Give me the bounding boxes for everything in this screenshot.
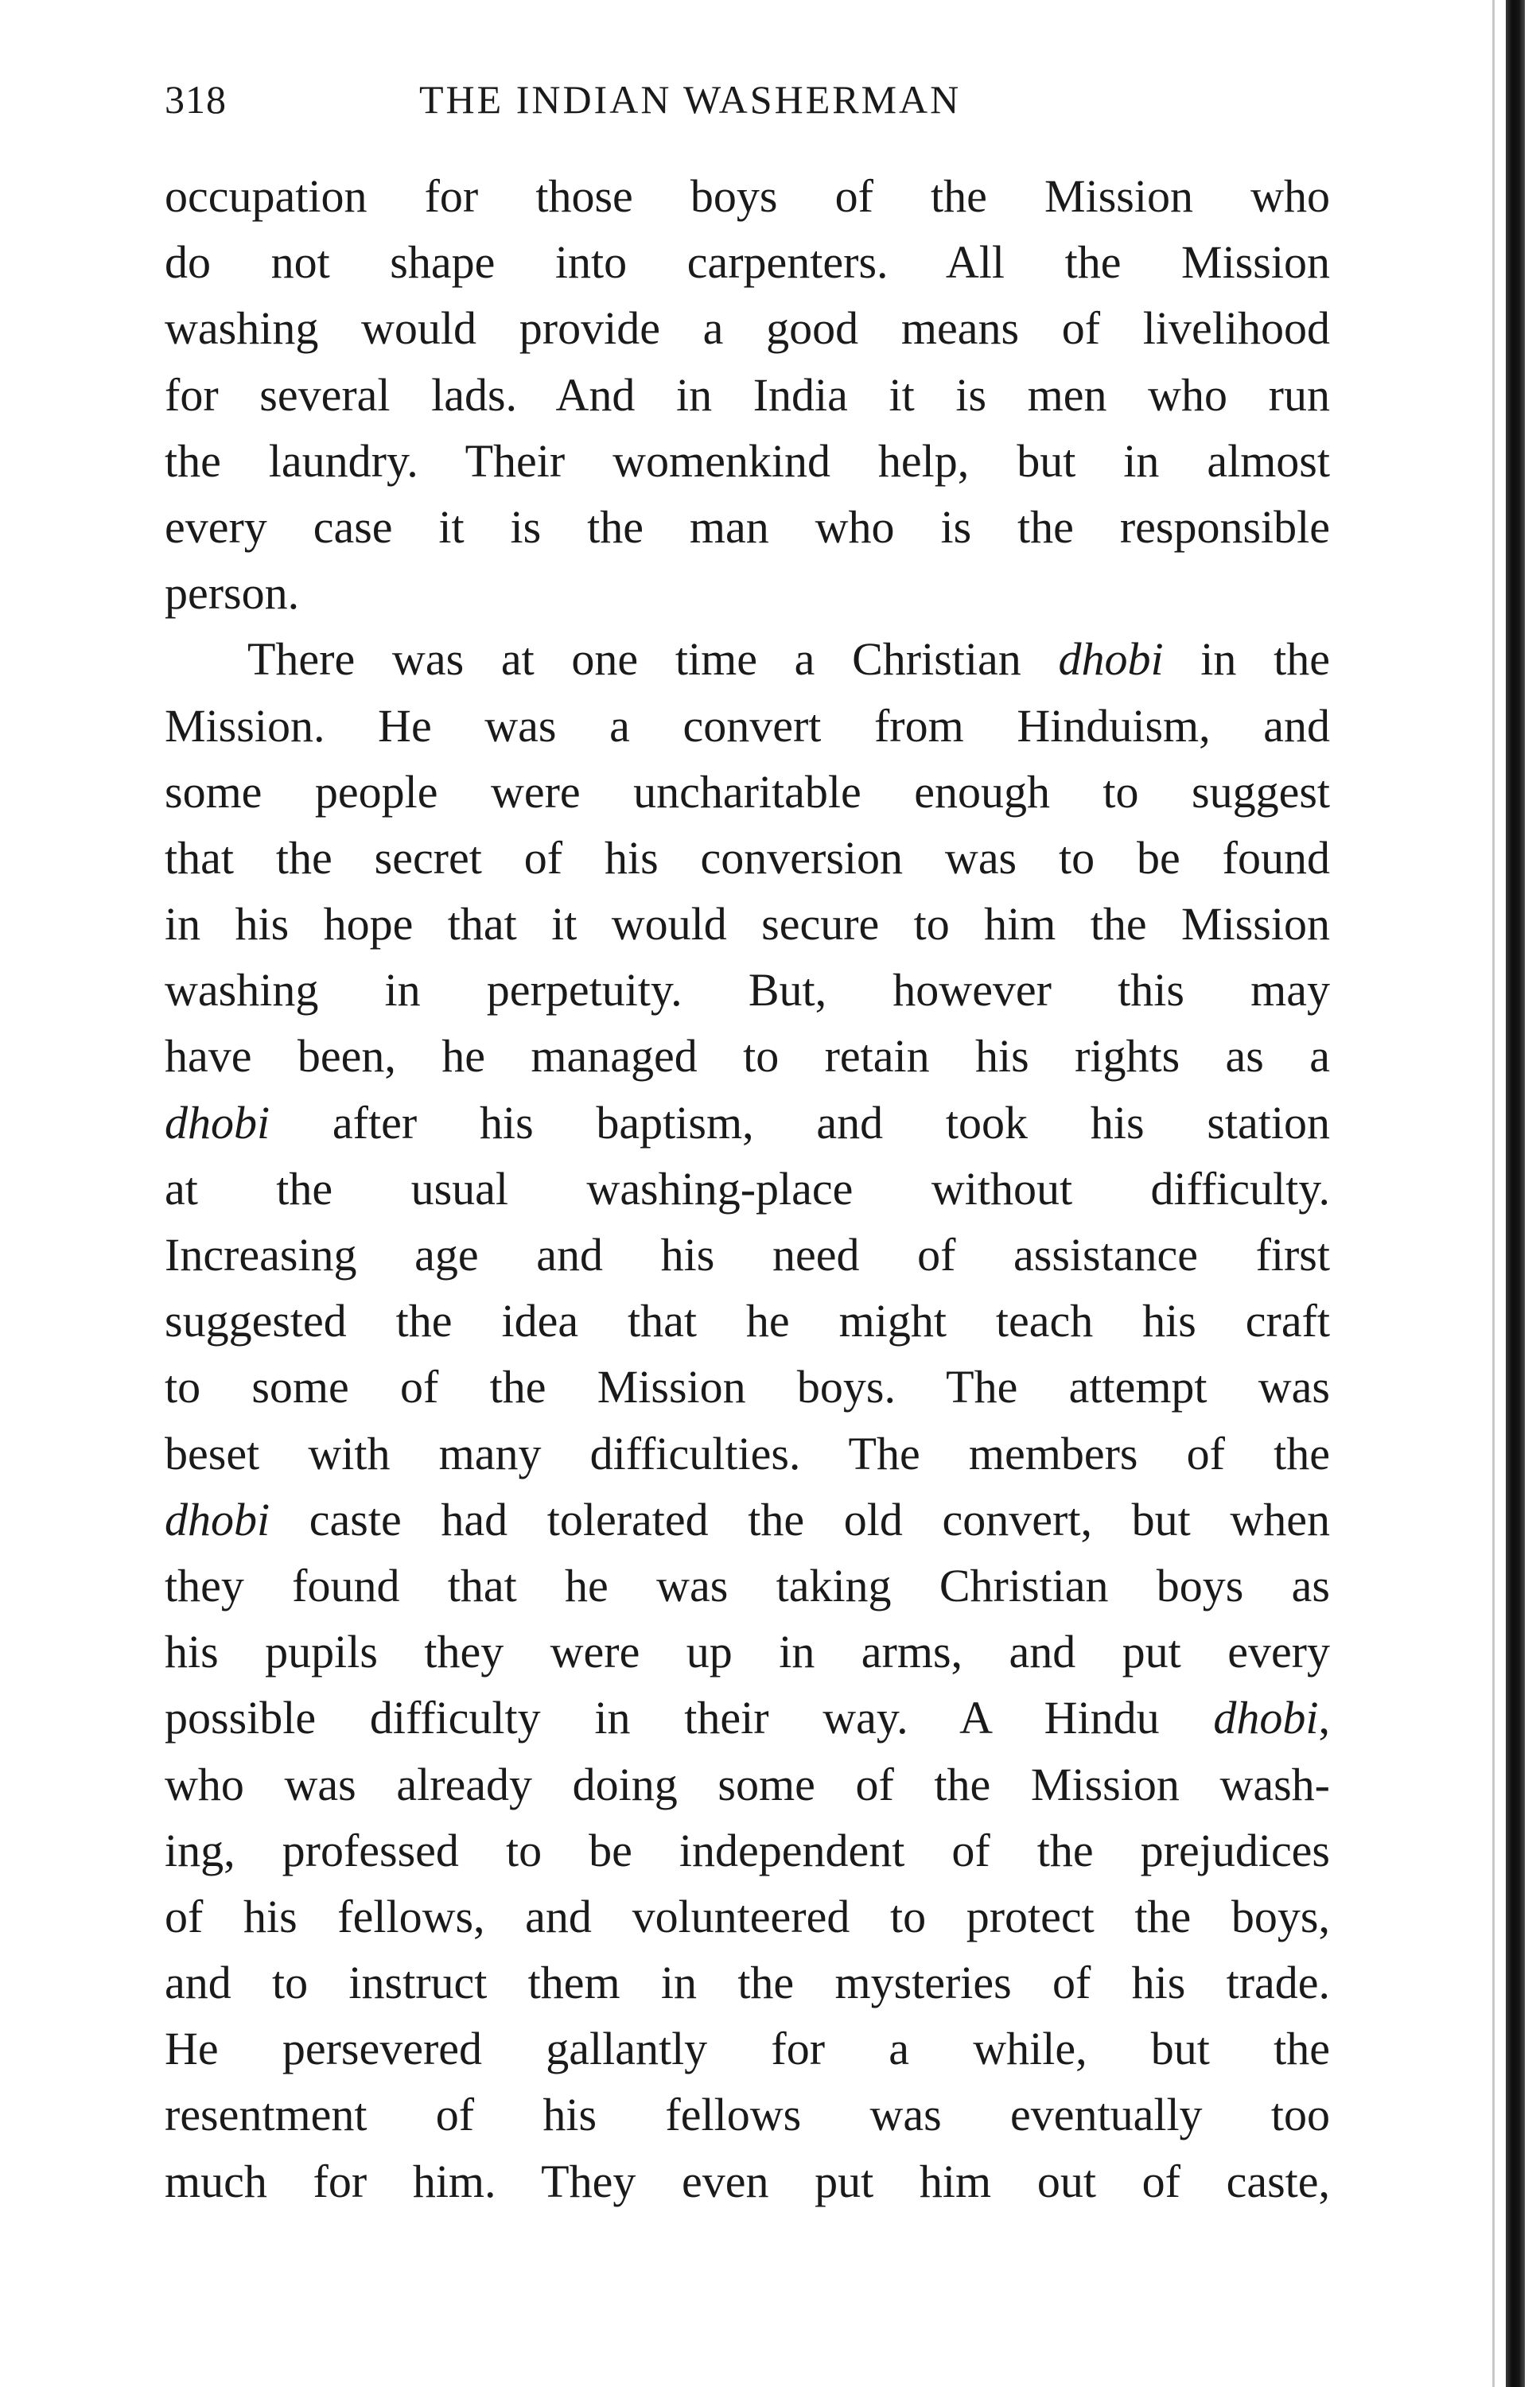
body-text [165, 163, 1330, 2214]
running-head: THE INDIAN WASHERMAN [419, 77, 962, 122]
text-line: at the usual washing-place without difficulty. [165, 1162, 1330, 1215]
text-line: who was already doing some of the Mission wash- [165, 1758, 1330, 1810]
text-line: to some of the Mission boys. The attempt was [165, 1361, 1330, 1413]
text-line: washing in perpetuity. But, however this may [165, 964, 1330, 1017]
text-line: every case it is the man who is the responsible [165, 500, 1330, 553]
text-line: do not shape into carpenters. All the Mission [165, 236, 1330, 289]
text-line: There was at one time a Christian dhobi in the [247, 633, 1330, 686]
text-line: and to instruct them in the mysteries of his trade. [165, 1957, 1330, 2009]
text-line: beset with many difficulties. The members of the [165, 1427, 1330, 1479]
text-line: that the secret of his conversion was to be found [165, 831, 1330, 884]
text-line: some people were uncharitable enough to suggest [165, 765, 1330, 818]
text-line: they found that he was taking Christian boys as [165, 1559, 1330, 1611]
text-line: of his fellows, and volunteered to protect the boys, [165, 1890, 1330, 1942]
text-line: suggested the idea that he might teach his craft [165, 1295, 1330, 1347]
text-line: dhobi after his baptism, and took his station [165, 1096, 1330, 1149]
text-line: have been, he managed to retain his rights as a [165, 1030, 1330, 1083]
text-line: washing would provide a good means of livelihood [165, 302, 1330, 355]
italic-word: dhobi [165, 1493, 270, 1545]
text-line: much for him. They even put him out of caste, [165, 2155, 1330, 2207]
text-line: for several lads. And in India it is men who run [165, 368, 1330, 421]
italic-word: dhobi [1058, 633, 1164, 686]
text-line: his pupils they were up in arms, and put every [165, 1626, 1330, 1678]
text-line: person. [165, 567, 300, 620]
text-line: Mission. He was a convert from Hinduism, and [165, 699, 1330, 752]
page-header [165, 72, 1334, 127]
text-line: dhobi caste had tolerated the old convert, but when [165, 1493, 1330, 1545]
binding-gutter [1506, 0, 1525, 2387]
text-line: the laundry. Their womenkind help, but in almost [165, 434, 1330, 487]
text-line: resentment of his fellows was eventually too [165, 2089, 1330, 2141]
italic-word: dhobi [1213, 1692, 1319, 1744]
page-number: 318 [165, 77, 227, 122]
italic-word: dhobi [165, 1096, 270, 1149]
text-line: Increasing age and his need of assistance first [165, 1229, 1330, 1281]
text-line: in his hope that it would secure to him the Mission [165, 898, 1330, 951]
text-line: possible difficulty in their way. A Hindu dhobi, [165, 1692, 1330, 1744]
text-line: He persevered gallantly for a while, but the [165, 2023, 1330, 2075]
text-line: ing, professed to be independent of the prejudices [165, 1824, 1330, 1876]
text-line: occupation for those boys of the Mission who [165, 170, 1330, 222]
gutter-edge [1492, 0, 1495, 2387]
